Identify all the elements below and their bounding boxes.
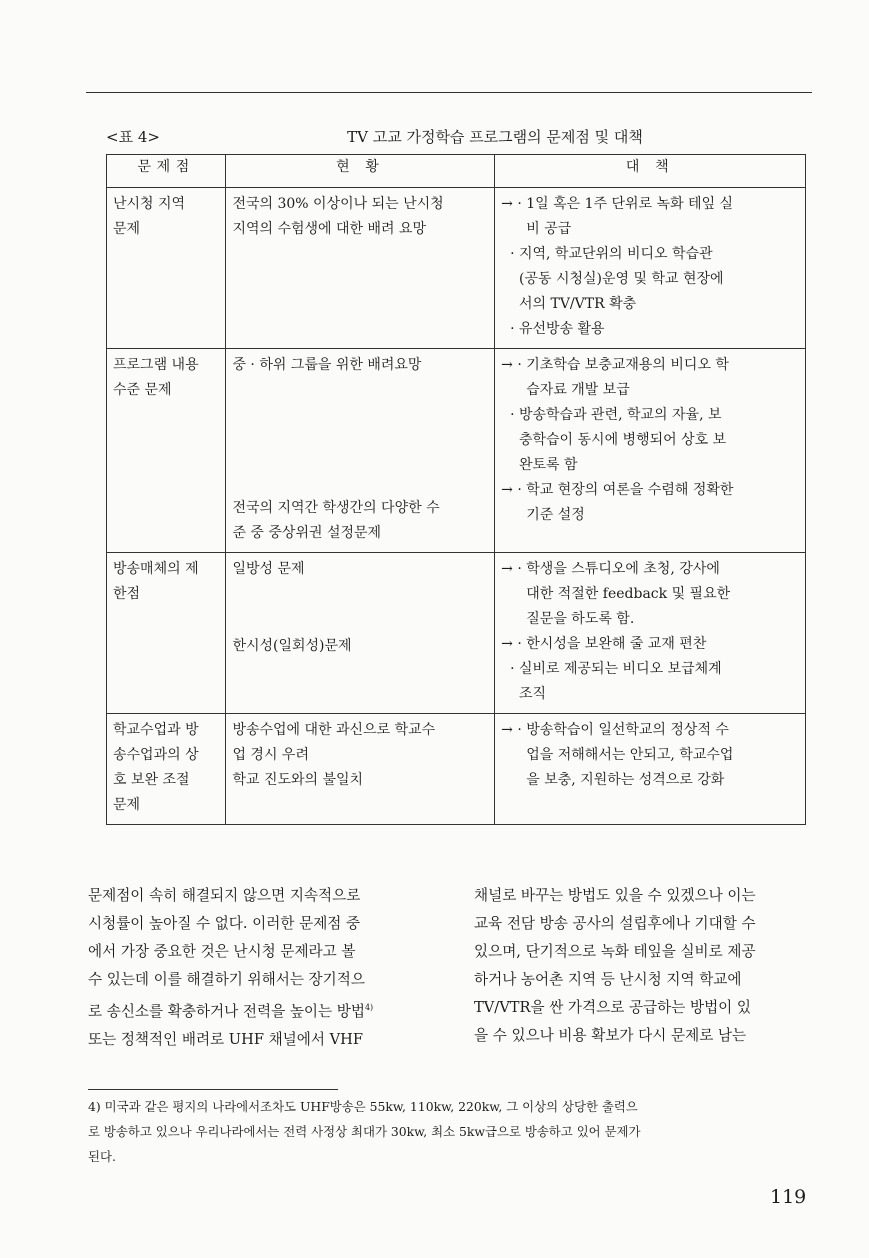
- cell-line: 기초학습 보충교재용의 비디오 학: [526, 357, 729, 373]
- arrow-bullet: → ·: [501, 561, 527, 577]
- cell-line: 전국의 지역간 학생간의 다양한 수: [232, 500, 440, 516]
- cell-line: 업을 저해해서는 안되고, 학교수업: [526, 747, 734, 763]
- cell-line: 한시성을 보완해 줄 교재 편찬: [526, 636, 707, 652]
- body-line: 에서 가장 중요한 것은 난시청 문제라고 볼: [88, 943, 356, 960]
- problem-cell: [107, 553, 226, 714]
- cell-line: 학교 현장의 여론을 수렴해 정확한: [526, 482, 734, 498]
- arrow-bullet: → ·: [501, 482, 527, 498]
- cell-line: 대한 적절한 feedback 및 필요한: [526, 586, 731, 602]
- cell-line: 업 경시 우려: [232, 747, 309, 763]
- body-line: TV/VTR을 싼 가격으로 공급하는 방법이 있: [474, 999, 752, 1016]
- status-cell: [226, 714, 495, 825]
- cell-line: 문제: [113, 221, 141, 237]
- cell-line: 일방성 문제: [232, 561, 305, 577]
- bullet: ·: [501, 661, 519, 677]
- cell-line: 완토록 함: [518, 457, 578, 473]
- arrow-bullet: → ·: [501, 722, 527, 738]
- cell-line: 한점: [113, 586, 141, 602]
- cell-line: 습자료 개발 보급: [526, 382, 630, 398]
- footnote-line: 로 방송하고 있으나 우리나라에서는 전력 사정상 최대가 30kw, 최소 5kw급으로 방송하고 있어 문제가: [88, 1124, 641, 1139]
- measure-item: [501, 317, 800, 342]
- table-header-row: [107, 155, 806, 188]
- cell-line: 전국의 30% 이상이나 되는 난시청: [232, 196, 444, 212]
- measure-item: [501, 403, 800, 478]
- table-row: [107, 349, 806, 553]
- problem-cell: [107, 714, 226, 825]
- cell-line: 지역, 학교단위의 비디오 학습관: [518, 246, 713, 262]
- measure-item: [501, 192, 800, 242]
- body-line: 시청률이 높아질 수 없다. 이러한 문제점 중: [88, 915, 361, 932]
- header-problem: 문제점: [107, 155, 226, 188]
- table-label: <표 4>: [106, 128, 160, 146]
- cell-line: 조직: [518, 686, 547, 702]
- table-row: [107, 714, 806, 825]
- status-cell: [226, 188, 495, 349]
- header-status: 현 황: [226, 155, 495, 188]
- cell-line: 을 보충, 지원하는 성격으로 강화: [526, 772, 725, 788]
- cell-line: 유선방송 활용: [518, 321, 605, 337]
- problem-cell: [107, 188, 226, 349]
- body-line: [88, 994, 430, 1026]
- cell-line: 학교수업과 방: [113, 722, 199, 738]
- bullet: ·: [501, 407, 519, 423]
- problem-table: [106, 154, 806, 825]
- measure-item: [501, 353, 800, 403]
- cell-line: 실비로 제공되는 비디오 보급체계: [518, 661, 722, 677]
- cell-line: 질문을 하도록 함.: [526, 611, 635, 627]
- footnote: [88, 1094, 822, 1169]
- body-line-text: 로 송신소를 확충하거나 전력을 높이는 방법: [88, 1002, 365, 1020]
- arrow-bullet: → ·: [501, 636, 527, 652]
- cell-line: 준 중 중상위권 설정문제: [232, 525, 382, 541]
- footnote-line: 4) 미국과 같은 평지의 나라에서조차도 UHF방송은 55kw, 110kw, 220kw, 그 이상의 상당한 출력으: [88, 1099, 638, 1114]
- cell-line: 기준 설정: [526, 507, 585, 523]
- footnote-rule: [88, 1089, 338, 1090]
- cell-line: (공동 시청실)운영 및 학교 현장에: [518, 271, 724, 287]
- cell-line: 방송매체의 제: [113, 561, 199, 577]
- cell-line: 충학습이 동시에 병행되어 상호 보: [518, 432, 727, 448]
- cell-line: 방송학습이 일선학교의 정상적 수: [526, 722, 729, 738]
- arrow-bullet: → ·: [501, 196, 527, 212]
- measure-item: [501, 718, 800, 793]
- body-line: 채널로 바꾸는 방법도 있을 수 있겠으나 이는: [474, 887, 756, 904]
- cell-line: 중 · 하위 그룹을 위한 배려요망: [232, 357, 422, 373]
- measures-cell: [495, 349, 806, 553]
- table-title: TV 고교 가정학습 프로그램의 문제점 및 대책: [347, 128, 643, 146]
- cell-line: 한시성(일회성)문제: [232, 638, 352, 654]
- body-line: 을 수 있으나 비용 확보가 다시 문제로 남는: [474, 1027, 747, 1044]
- cell-line: 비 공급: [526, 221, 572, 237]
- table-row: [107, 553, 806, 714]
- cell-line: 프로그램 내용: [113, 357, 199, 373]
- cell-line: 1일 혹은 1주 단위로 녹화 테잎 실: [526, 196, 734, 212]
- cell-line: 송수업과의 상: [113, 747, 199, 763]
- footnote-line: 된다.: [88, 1149, 116, 1164]
- measures-cell: [495, 553, 806, 714]
- body-line: 하거나 농어촌 지역 등 난시청 지역 학교에: [474, 971, 742, 988]
- cell-line: 방송학습과 관련, 학교의 자율, 보: [518, 407, 722, 423]
- table-row: [107, 188, 806, 349]
- body-line: 있으며, 단기적으로 녹화 테잎을 실비로 제공: [474, 943, 756, 960]
- body-line: 교육 전담 방송 공사의 설립후에나 기대할 수: [474, 915, 756, 932]
- measures-cell: [495, 714, 806, 825]
- problem-cell: [107, 349, 226, 553]
- measures-cell: [495, 188, 806, 349]
- page-number: 119: [770, 1186, 807, 1208]
- cell-line: 난시청 지역: [113, 196, 186, 212]
- cell-line: 서의 TV/VTR 확충: [518, 296, 637, 312]
- cell-line: 학생을 스튜디오에 초청, 강사에: [526, 561, 720, 577]
- status-cell: [226, 349, 495, 553]
- measure-item: [501, 657, 800, 707]
- body-text-left: [88, 882, 430, 1054]
- footnote-reference: 4): [364, 1003, 374, 1012]
- header-measures: 대 책: [495, 155, 806, 188]
- cell-line: 학교 진도와의 불일치: [232, 772, 364, 788]
- measure-item: [501, 478, 800, 528]
- arrow-bullet: → ·: [501, 357, 527, 373]
- measure-item: [501, 632, 800, 657]
- measure-item: [501, 557, 800, 632]
- body-line: 또는 정책적인 배려로 UHF 채널에서 VHF: [88, 1030, 364, 1048]
- cell-line: 수준 문제: [113, 382, 172, 398]
- body-line: 수 있는데 이를 해결하기 위해서는 장기적으: [88, 971, 365, 988]
- cell-line: 지역의 수험생에 대한 배려 요망: [232, 221, 427, 237]
- body-line: 문제점이 속히 해결되지 않으면 지속적으로: [88, 887, 361, 904]
- cell-line: 방송수업에 대한 과신으로 학교수: [232, 722, 436, 738]
- measure-item: [501, 242, 800, 317]
- body-text-right: [474, 882, 816, 1050]
- top-rule: [86, 92, 812, 93]
- bullet: ·: [501, 321, 519, 337]
- bullet: ·: [501, 246, 519, 262]
- cell-line: 문제: [113, 797, 141, 813]
- status-cell: [226, 553, 495, 714]
- cell-line: 호 보완 조절: [113, 772, 190, 788]
